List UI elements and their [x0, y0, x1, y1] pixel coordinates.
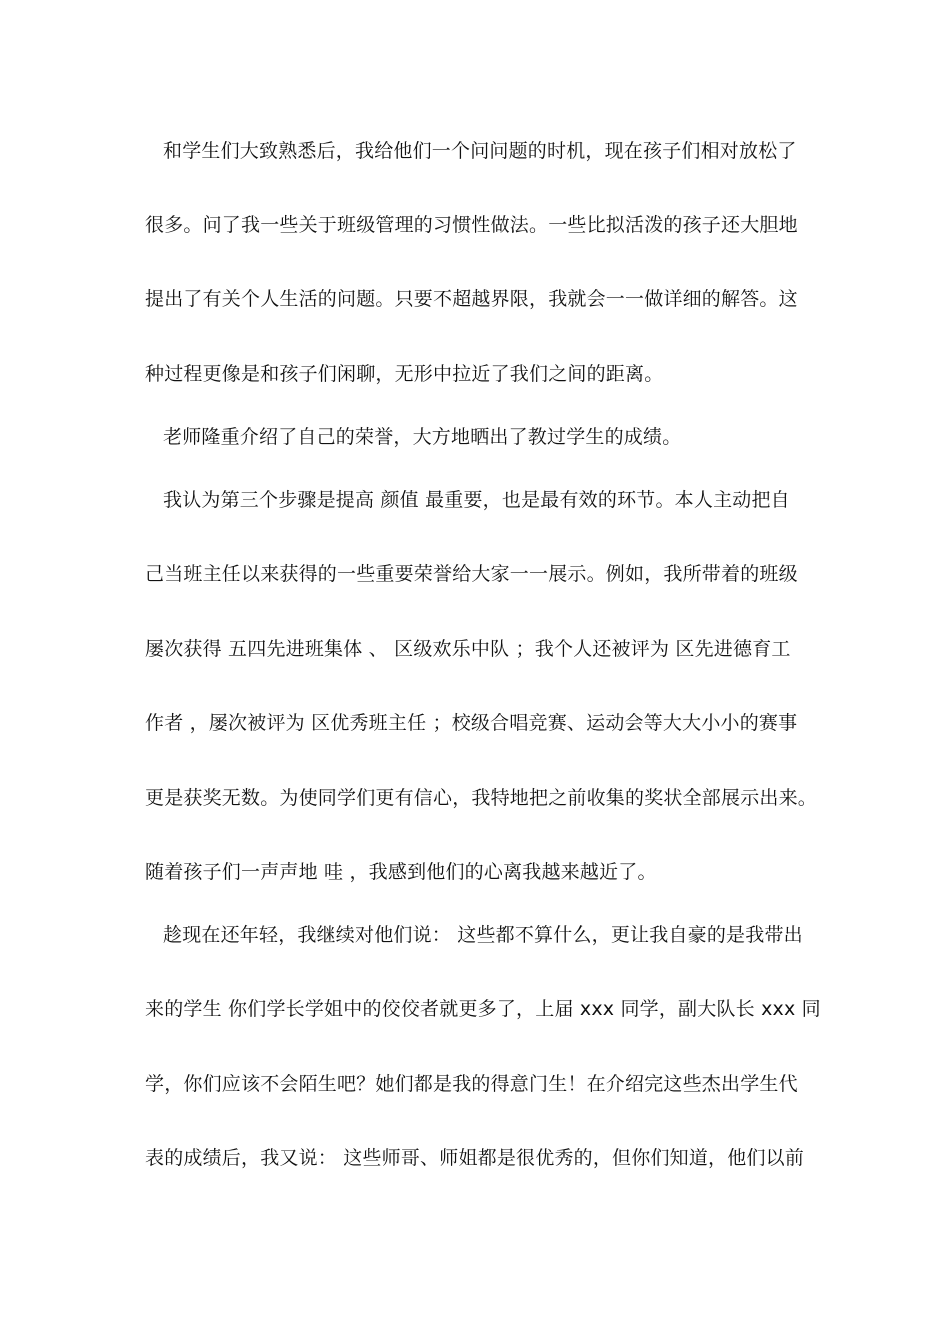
- text-line: 学，你们应该不会陌生吧？她们都是我的得意门生！在介绍完这些杰出学生代: [145, 1073, 798, 1095]
- text-line: 老师隆重介绍了自己的荣誉，大方地晒出了教过学生的成绩。: [163, 426, 682, 448]
- text-line: 随着孩子们一声声地 哇 ，我感到他们的心离我越来越近了。: [145, 861, 657, 883]
- text-line: 种过程更像是和孩子们闲聊，无形中拉近了我们之间的距离。: [145, 363, 664, 385]
- text-line: 己当班主任以来获得的一些重要荣誉给大家一一展示。例如，我所带着的班级: [145, 563, 798, 585]
- text-line: 和学生们大致熟悉后，我给他们一个问问题的时机，现在孩子们相对放松了: [163, 140, 797, 162]
- text-line: 更是获奖无数。为使同学们更有信心，我特地把之前收集的奖状全部展示出来。: [145, 787, 818, 809]
- text-line: 我认为第三个步骤是提高 颜值 最重要，也是最有效的环节。本人主动把自: [163, 489, 790, 511]
- text-line: 表的成绩后，我又说： 这些师哥、师姐都是很优秀的，但你们知道，他们以前: [145, 1147, 805, 1169]
- text-line: 提出了有关个人生活的问题。只要不超越界限，我就会一一做详细的解答。这: [145, 288, 798, 310]
- text-line: 很多。问了我一些关于班级管理的习惯性做法。一些比拟活泼的孩子还大胆地: [145, 214, 798, 236]
- text-line: 作者 ，屡次被评为 区优秀班主任 ；校级合唱竞赛、运动会等大大小小的赛事: [145, 712, 798, 734]
- text-line: 屡次获得 五四先进班集体 、 区级欢乐中队 ；我个人还被评为 区先进德育工: [145, 638, 791, 660]
- text-line: 来的学生 你们学长学姐中的佼佼者就更多了，上届 xxx 同学，副大队长 xxx 同: [145, 998, 821, 1020]
- text-line: 趁现在还年轻，我继续对他们说： 这些都不算什么，更让我自豪的是我带出: [163, 924, 803, 946]
